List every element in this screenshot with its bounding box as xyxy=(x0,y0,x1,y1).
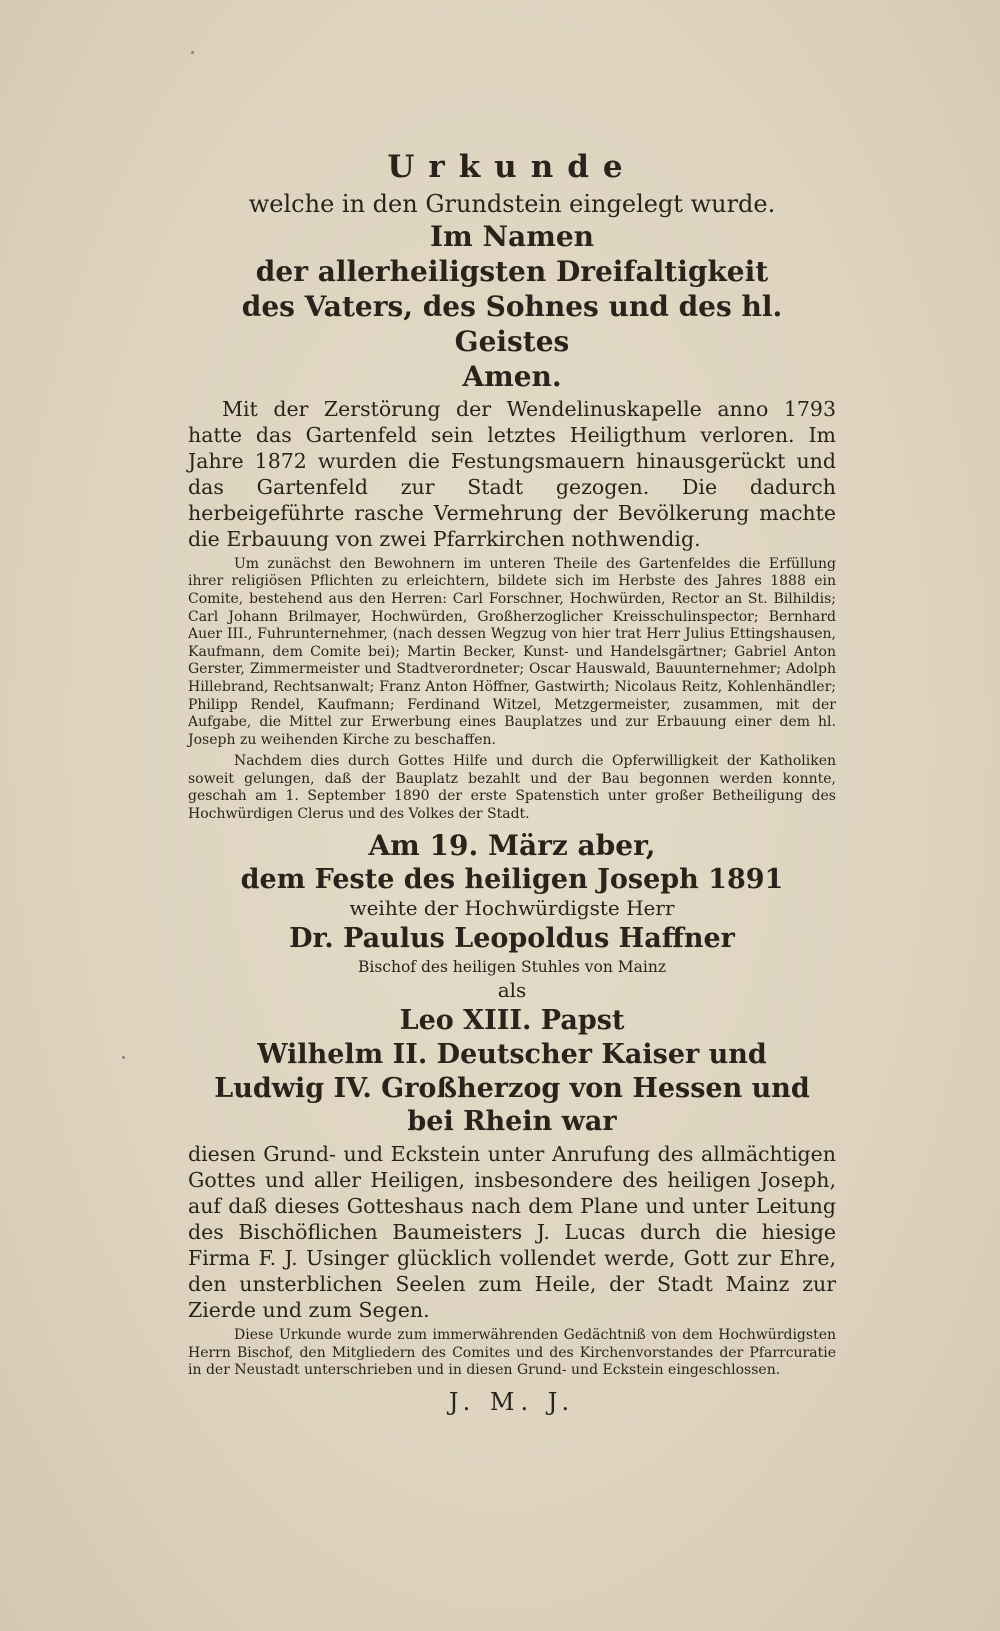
invocation-line-1: Im Namen xyxy=(429,219,594,253)
als-word: als xyxy=(497,978,527,1003)
bishop-name: Dr. Paulus Leopoldus Haffner xyxy=(289,923,735,955)
consecration-feast: dem Feste des heiligen Joseph 1891 xyxy=(240,863,784,895)
invocation-line-2: der allerheiligsten Dreifaltigkeit xyxy=(255,254,769,288)
bishop-title: Bischof des heiligen Stuhles von Mainz xyxy=(357,958,666,977)
consecrated-by: weihte der Hochwürdigste Herr xyxy=(349,896,675,921)
grand-duke-line-2: bei Rhein war xyxy=(407,1106,617,1138)
paragraph-closing: Diese Urkunde wurde zum immerwährenden Gedächtniß von dem Hochwürdigsten Herrn Bischof, den Mitgliedern des Comites und des Kirchenvorstandes der Pfarrcuratie in der Neustadt unterschrieben und in diesen Grund- und Eckstein eingeschlossen. xyxy=(188,1327,836,1379)
document-subtitle: welche in den Grundstein eingelegt wurde. xyxy=(248,189,776,218)
document-title: Urkunde xyxy=(387,149,637,185)
pope-line: Leo XIII. Papst xyxy=(399,1005,625,1037)
consecration-date: Am 19. März aber, xyxy=(368,828,656,862)
speck-left xyxy=(122,1056,125,1059)
paragraph-committee: Um zunächst den Bewohnern im unteren Theile des Gartenfeldes die Erfüllung ihrer religiösen Pflichten zu erleichtern, bildete sich im Herbste des Jahres 1888 ein Comite, bestehend aus den Herren: Carl Forschner, Hochwürden, Rector an St. Bilhildis; Carl Johann Brilmayer, Hochwürden, Großherzoglicher Kreisschulinspector; Bernhard Auer III., Fuhrunternehmer, (nach dessen Wegzug von hier trat Herr Julius Ettingshausen, Kaufmann, dem Comite bei); Martin Becker, Kunst- und Handelsgärtner; Gabriel Anton Gerster, Zimmermeister und Stadtverordneter; Oscar Hauswald, Bauunternehmer; Adolph Hillebrand, Rechtsanwalt; Franz Anton Höffner, Gastwirth; Nicolaus Reitz, Kohlenhändler; Philipp Rendel, Kaufmann; Ferdinand Witzel, Metzgermeister, zusammen, mit der Aufgabe, die Mittel zur Erwerbung eines Bauplatzes und zur Erbauung einer dem hl. Joseph zu weihenden Kirche zu beschaffen. xyxy=(188,555,836,748)
emperor-line: Wilhelm II. Deutscher Kaiser und xyxy=(257,1038,767,1070)
invocation-line-3: des Vaters, des Sohnes und des hl. Geistes xyxy=(241,289,783,358)
speck-top xyxy=(191,51,194,54)
paragraph-history: Mit der Zerstörung der Wendelinuskapelle anno 1793 hatte das Gartenfeld sein letztes Heiligthum verloren. Im Jahre 1872 wurden die Festungsmauern hinausgerückt und das Gartenfeld zur Stadt gezogen. Die dadurch herbeigeführte rasche Vermehrung der Bevölkerung machte die Erbauung von zwei Pfarrkirchen nothwendig. xyxy=(188,396,836,551)
invocation-line-4: Amen. xyxy=(462,359,562,393)
signature-jmj: J. M. J. xyxy=(448,1387,576,1416)
paragraph-dedication: diesen Grund- und Eckstein unter Anrufung des allmächtigen Gottes und aller Heiligen, insbesondere des heiligen Joseph, auf daß dieses Gotteshaus nach dem Plane und unter Leitung des Bischöflichen Baumeisters J. Lucas durch die hiesige Firma F. J. Usinger glücklich vollendet werde, Gott zur Ehre, den unsterblichen Seelen zum Heile, der Stadt Mainz zur Zierde und zum Segen. xyxy=(188,1142,836,1323)
paragraph-construction: Nachdem dies durch Gottes Hilfe und durch die Opferwilligkeit der Katholiken soweit gelungen, daß der Bauplatz bezahlt und der Bau begonnen werden konnte, geschah am 1. September 1890 der erste Spatenstich unter großer Betheiligung des Hochwürdigen Clerus und des Volkes der Stadt. xyxy=(188,753,836,823)
document-body xyxy=(188,148,836,1440)
grand-duke-line-1: Ludwig IV. Großherzog von Hessen und xyxy=(214,1072,810,1104)
